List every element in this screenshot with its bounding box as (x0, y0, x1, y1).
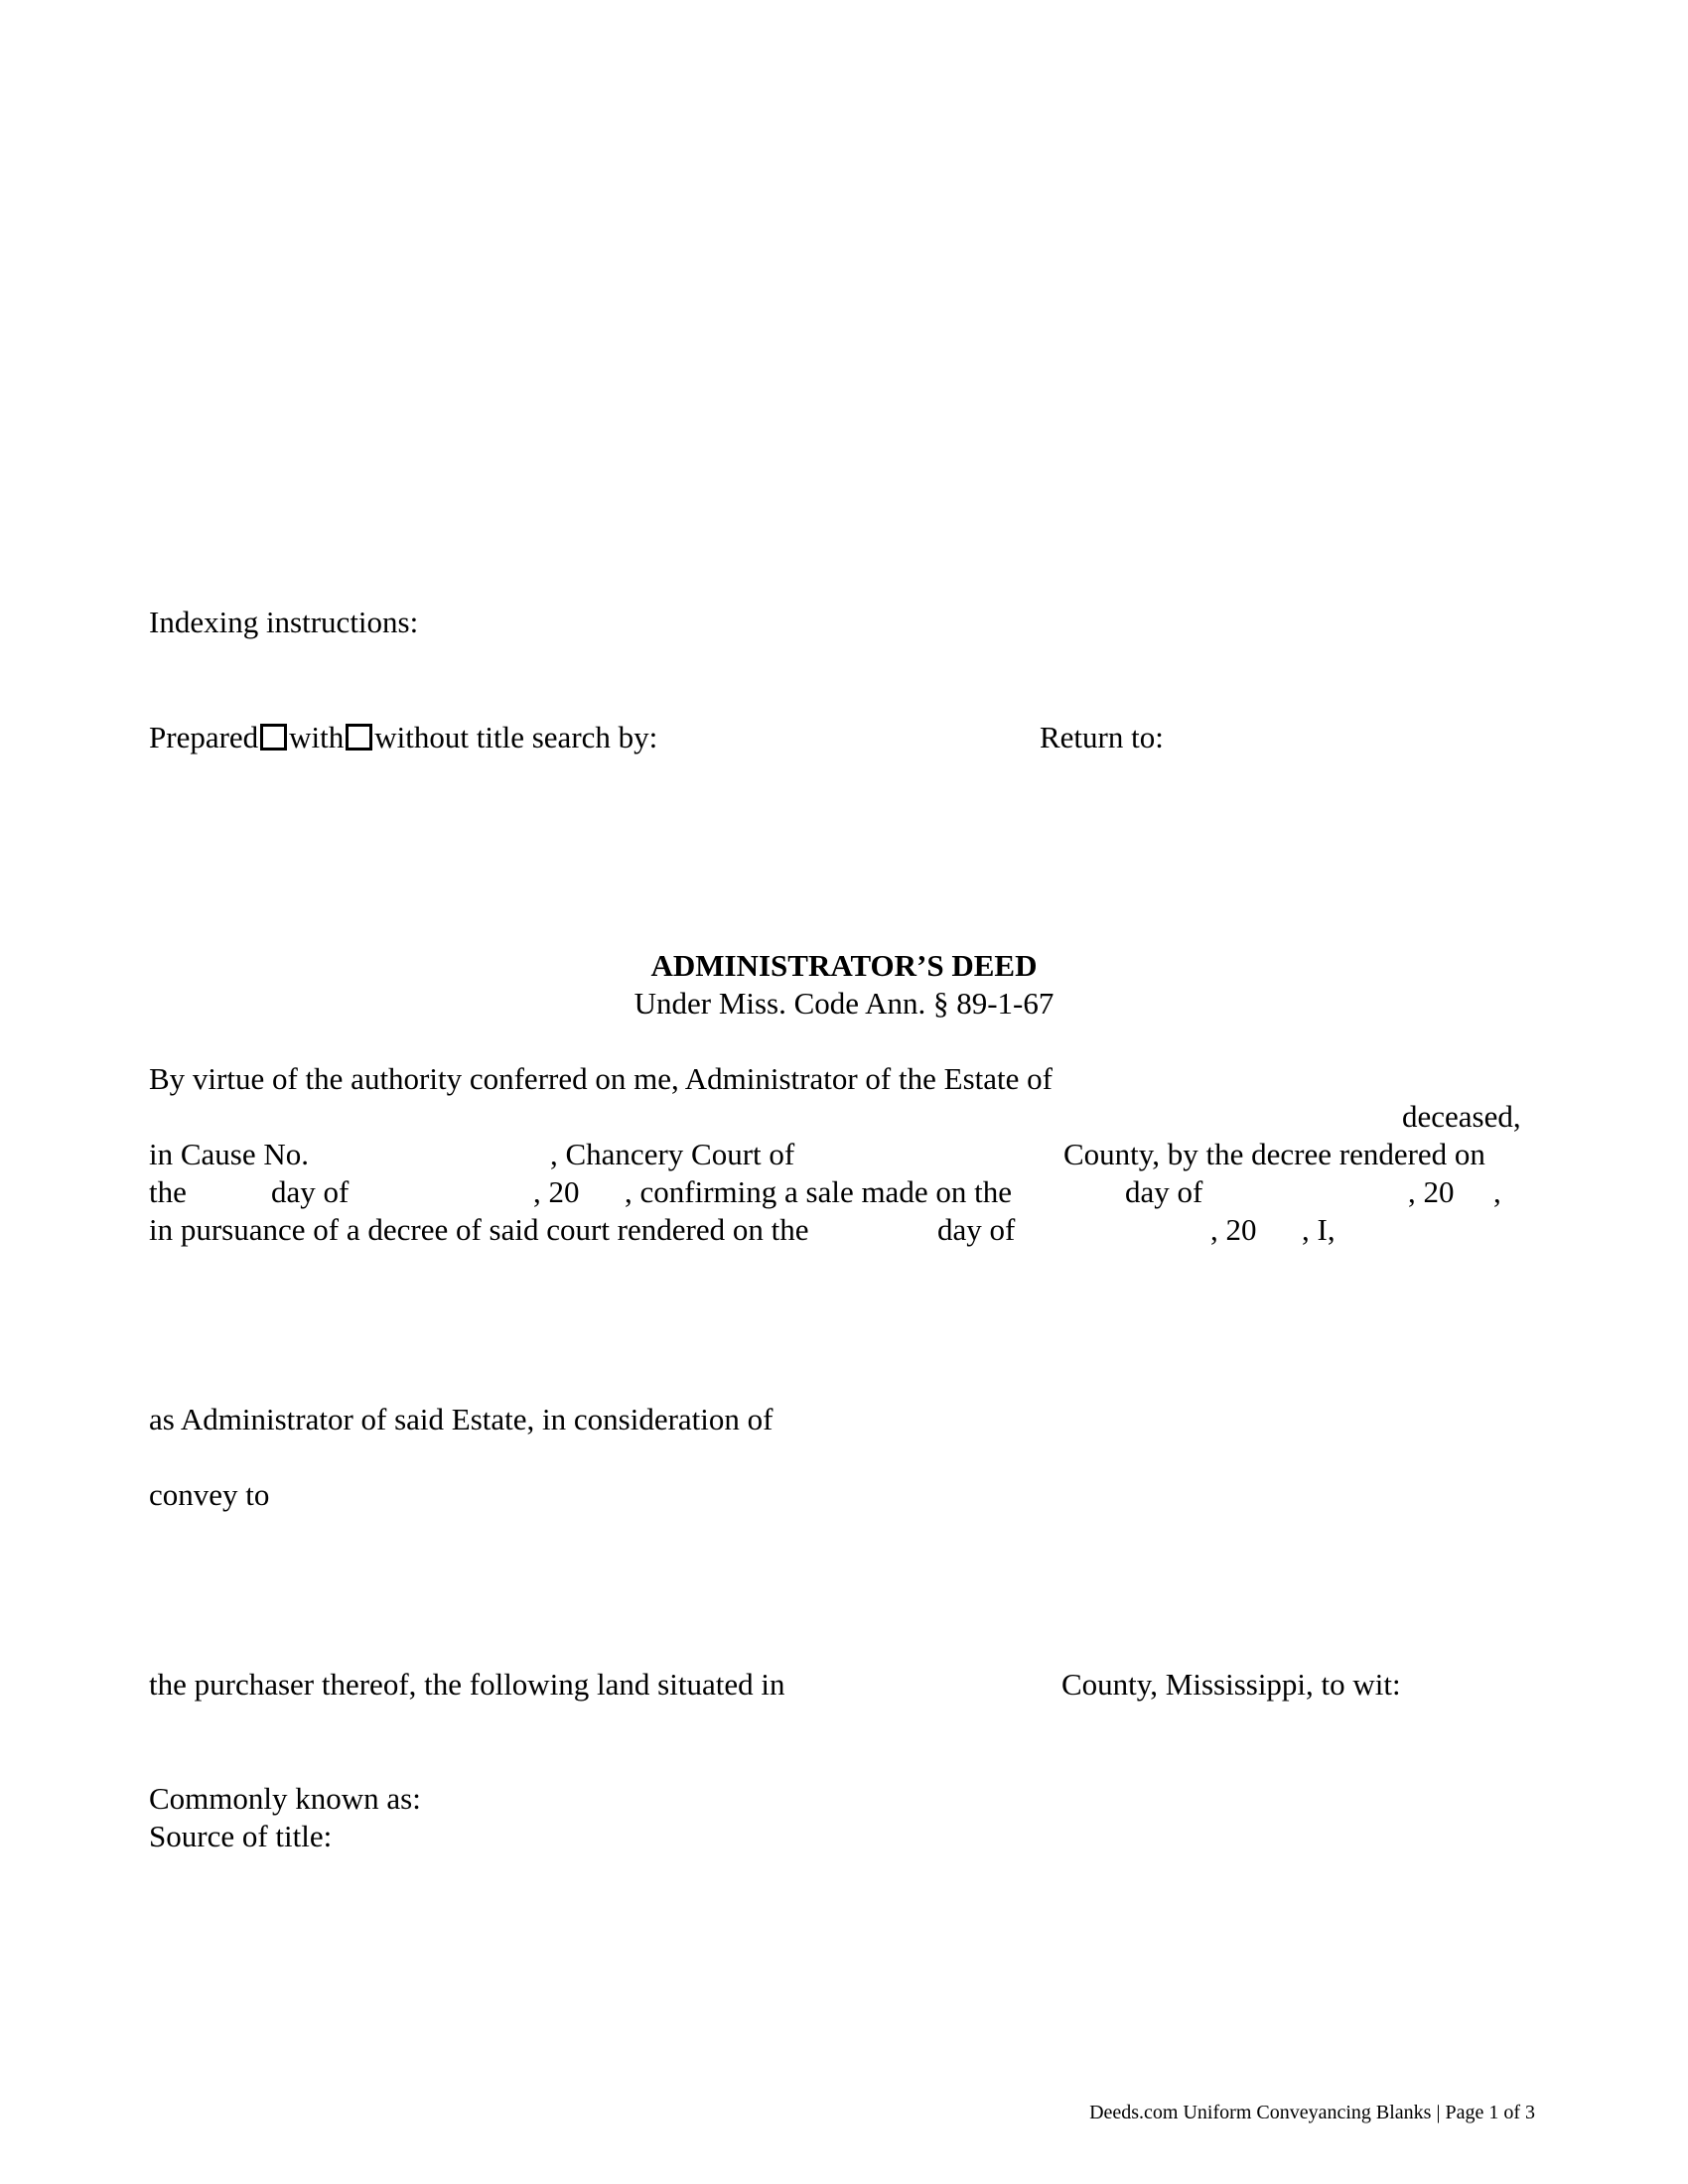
body-20-b: , 20 (1408, 1174, 1455, 1209)
with-label: with (289, 720, 345, 754)
body-as-administrator: as Administrator of said Estate, in consideration of (149, 1402, 774, 1436)
body-line-authority: By virtue of the authority conferred on me, Administrator of the Estate of (149, 1061, 1053, 1096)
indexing-instructions-label: Indexing instructions: (149, 605, 419, 639)
document-subtitle: Under Miss. Code Ann. § 89-1-67 (633, 986, 1055, 1021)
body-pursuance: in pursuance of a decree of said court rendered on the (149, 1212, 809, 1247)
without-title-search-checkbox[interactable] (346, 724, 372, 751)
body-convey-to: convey to (149, 1477, 270, 1512)
with-title-search-checkbox[interactable] (260, 724, 287, 751)
body-purchaser: the purchaser thereof, the following land situated in (149, 1667, 785, 1702)
body-the: the (149, 1174, 187, 1209)
return-to-label: Return to: (1040, 720, 1164, 754)
body-deceased: deceased, (1402, 1099, 1521, 1134)
body-i: , I, (1302, 1212, 1336, 1247)
document-title: ADMINISTRATOR’S DEED (650, 948, 1038, 983)
body-20-a: , 20 (533, 1174, 580, 1209)
body-county-mississippi: County, Mississippi, to wit: (1061, 1667, 1401, 1702)
body-chancery-court: , Chancery Court of (550, 1137, 795, 1171)
commonly-known-as-label: Commonly known as: (149, 1781, 421, 1816)
body-confirming: , confirming a sale made on the (625, 1174, 1012, 1209)
body-comma: , (1493, 1174, 1501, 1209)
source-of-title-label: Source of title: (149, 1819, 333, 1853)
page-footer: Deeds.com Uniform Conveyancing Blanks | Page 1 of 3 (1089, 2102, 1535, 2123)
body-cause-no: in Cause No. (149, 1137, 310, 1171)
body-county-decree: County, by the decree rendered on (1063, 1137, 1485, 1171)
body-day-of-1: day of (271, 1174, 350, 1209)
body-day-of-3: day of (937, 1212, 1016, 1247)
without-label: without title search by: (374, 720, 658, 754)
body-day-of-2: day of (1125, 1174, 1203, 1209)
prepared-line (149, 722, 657, 752)
prepared-label: Prepared (149, 720, 259, 754)
body-20-c: , 20 (1210, 1212, 1257, 1247)
